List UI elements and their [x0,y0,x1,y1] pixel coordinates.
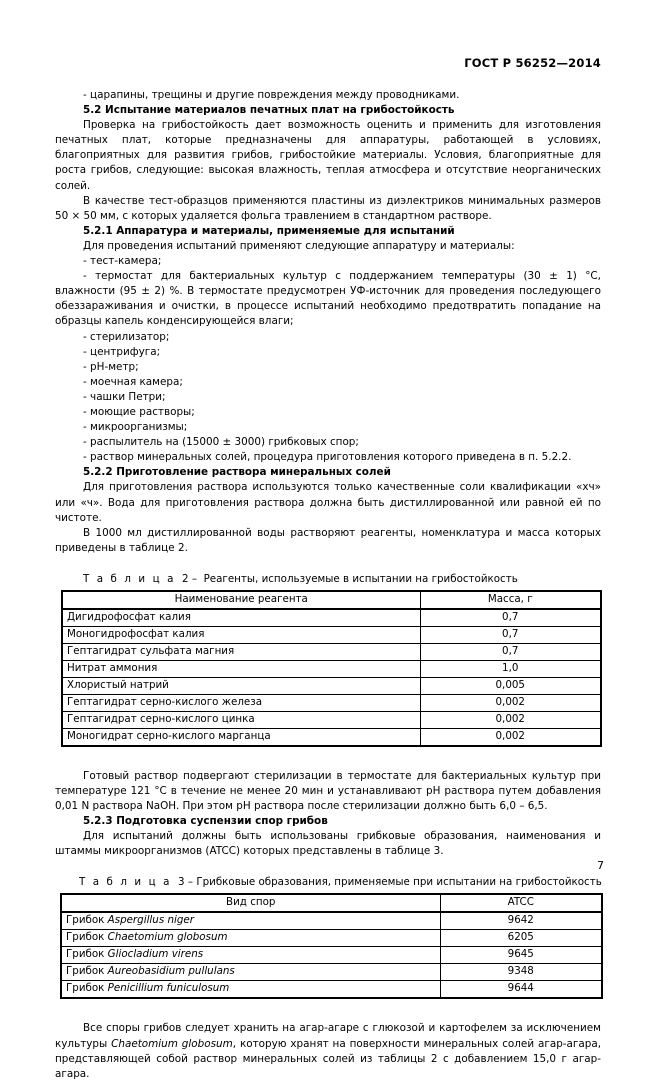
fungus-prefix: Грибок [66,948,108,961]
table2-cell-name: Моногидрофосфат калия [62,626,420,643]
table3-cell-species [61,981,440,999]
table3-caption-number: 3 [178,876,185,889]
list-item-mineral-solution: - раствор минеральных солей, процедура приготовления которого приведена в п. 5.2.2. [83,451,572,464]
table-row [61,912,602,930]
table2-header-row [62,591,601,609]
table3-caption-dash: – [187,876,194,889]
list-item-thermostat: - термостат для бактериальных культур с поддержанием температуры (30 ± 1) °С, влажности (95 ± 2) %. В термостате предусмотрен УФ-источник для проведения последующего обеззараживания и очистки, в процессе испытаний необходимо предотвратить попадание на образцы капель конденсирующейся влаги; [55,270,601,328]
para-storage-part2: , которую хранят на поверхности минеральных солей агар-агара, представляющей собой раствор минеральных солей из таблицы 2 с добавлением 15,0 г агар-агара. [55,1037,601,1080]
table2-caption-label: Т а б л и ц а [83,572,176,585]
table-row [62,643,601,660]
table3-caption-label: Т а б л и ц а [79,876,172,889]
table3-cell-atcc: 9644 [440,981,602,999]
fungus-prefix: Грибок [66,982,108,995]
table3-cell-atcc: 9645 [440,947,602,964]
table2-cell-name: Гептагидрат серно-кислого цинка [62,711,420,728]
table2-cell-mass: 0,002 [420,728,601,746]
para-after-table2: Готовый раствор подвергают стерилизации в термостате для бактериальных культур при температуре 121 °С в течение не менее 20 мин и устанавливают pH раствора путем добавления 0,01 N раствора NaOH. При этом pH раствора после стерилизации должно быть 6,0 – 6,5. [55,769,601,813]
table-row [62,677,601,694]
list-item-washing-chamber: - моечная камера; [83,375,183,388]
table2-cell-name: Дигидрофосфат калия [62,609,420,627]
table2-cell-mass: 0,7 [420,643,601,660]
list-item-microorganisms: - микроорганизмы; [83,421,188,434]
page-content [55,56,601,1082]
table3-col-atcc: ATCC [440,894,602,912]
table-row [62,728,601,746]
fungus-latin-name: Aureobasidium pullulans [107,965,235,978]
heading-5-2-1: 5.2.1 Аппаратура и материалы, применяемые для испытаний [83,224,455,237]
table3-cell-atcc: 9348 [440,964,602,981]
table-row [62,660,601,677]
fungus-prefix: Грибок [66,914,108,927]
table-row [61,930,602,947]
standard-header: ГОСТ Р 56252—2014 [464,56,601,70]
table-row [62,694,601,711]
table3-cell-species [61,964,440,981]
table2-caption-dash: – [191,572,198,585]
table-fungi [60,893,603,999]
table2-cell-name: Хлористый натрий [62,677,420,694]
table2-cell-mass: 0,002 [420,711,601,728]
table2-cell-name: Гептагидрат серно-кислого железа [62,694,420,711]
para-5-2-1-intro: Для проведения испытаний применяют следующие аппаратуру и материалы: [83,239,515,252]
table2-cell-name: Гептагидрат сульфата магния [62,643,420,660]
fungus-latin-name: Penicillium funiculosum [107,982,230,995]
fungus-prefix: Грибок [66,965,108,978]
table2-col-mass: Масса, г [420,591,601,609]
fungus-latin-name: Chaetomium globosum [107,931,228,944]
table-reagents [61,590,602,747]
list-item-washing-solutions: - моющие растворы; [83,405,195,418]
table2-cell-mass: 0,7 [420,609,601,627]
para-5-2-intro: Проверка на грибостойкость дает возможность оценить и применить для изготовления печатных плат, которые предназначены для аппаратуры, работающей в условиях, благоприятных для развития грибов, грибостойкие материалы. Условия, благоприятные для роста грибов, следующие: высокая влажность, теплая атмосфера и отсутствие неорганических солей. [55,119,601,192]
table3-cell-atcc: 6205 [440,930,602,947]
fungus-latin-name: Aspergillus niger [107,914,194,927]
table2-cell-mass: 1,0 [420,660,601,677]
table2-caption-number: 2 [182,572,189,585]
para-test-samples: В качестве тест-образцов применяются пластины из диэлектриков минимальных размеров 50 × 50 мм, с которых удаляется фольга травлением в стандартном растворе. [55,194,601,222]
table-row [61,964,602,981]
para-5-2-3: Для испытаний должны быть использованы грибковые образования, наименования и штаммы микроорганизмов (ATCC) которых представлены в таблице 3. [55,830,601,858]
table2-col-name: Наименование реагента [62,591,420,609]
para-storage [55,1021,601,1081]
fungus-latin-name: Gliocladium virens [107,948,204,961]
heading-5-2-3: 5.2.3 Подготовка суспензии спор грибов [83,815,328,828]
table3-caption-text: Грибковые образования, применяемые при испытании на грибостойкость [196,876,602,889]
chaetomium-globosum-latin: Chaetomium globosum [111,1037,233,1050]
bullet-scratches: - царапины, трещины и другие повреждения между проводниками. [83,89,460,101]
para-5-2-2-b: В 1000 мл дистиллированной воды растворяют реагенты, номенклатура и масса которых приведены в таблице 2. [55,526,601,554]
list-item-petri-dishes: - чашки Петри; [83,390,166,403]
list-item-sterilizer: - стерилизатор; [83,330,170,343]
para-storage-part1: Все споры грибов следует хранить на агар-агаре с глюкозой и картофелем за исключением культуры [55,1022,601,1050]
list-item-sprayer: - распылитель на (15000 ± 3000) грибковых спор; [83,436,359,449]
table-row [62,609,601,627]
table2-cell-name: Моногидрат серно-кислого марганца [62,728,420,746]
para-5-2-2-a: Для приготовления раствора используются только качественные соли квалификации «хч» или «ч». Вода для приготовления раствора должна быть дистиллированной или равной ей по чистоте. [55,481,601,524]
table3-cell-species [61,912,440,930]
table3-cell-species [61,947,440,964]
table2-cell-mass: 0,002 [420,694,601,711]
list-item-ph-meter: - pH-метр; [83,360,139,373]
fungus-prefix: Грибок [66,931,108,944]
table2-cell-name: Нитрат аммония [62,660,420,677]
list-item-test-chamber: - тест-камера; [83,255,162,268]
table-row [62,711,601,728]
table-row [61,947,602,964]
table3-header-row [61,894,602,912]
table3-cell-atcc: 9642 [440,912,602,930]
heading-5-2: 5.2 Испытание материалов печатных плат на грибостойкость [83,104,455,117]
table3-cell-species [61,930,440,947]
table-row [61,981,602,999]
table2-caption-text: Реагенты, используемые в испытании на грибостойкость [203,572,518,585]
table2-cell-mass: 0,005 [420,677,601,694]
list-item-centrifuge: - центрифуга; [83,345,161,358]
table3-caption [55,875,601,890]
heading-5-2-2: 5.2.2 Приготовление раствора минеральных солей [83,466,391,479]
table2-cell-mass: 0,7 [420,626,601,643]
table2-caption [55,572,601,587]
table-row [62,626,601,643]
table3-col-species: Вид спор [61,894,440,912]
page-number: 7 [597,859,604,872]
